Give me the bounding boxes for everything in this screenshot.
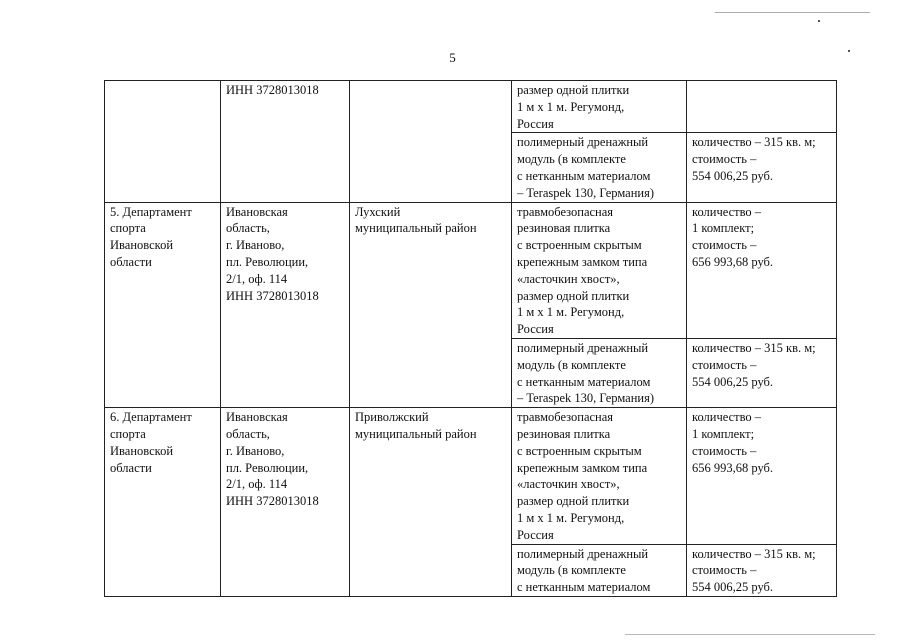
item-quantity-cell: количество – 315 кв. м; стоимость – 554 006,25 руб. <box>687 544 837 596</box>
organization-cell: 5. Департамент спорта Ивановской области <box>105 202 221 408</box>
item-name-cell: полимерный дренажный модуль (в комплекте с нетканным материалом – Teraspek 130, Германия) <box>512 338 687 407</box>
table-row <box>105 202 837 338</box>
item-quantity-cell: количество – 315 кв. м; стоимость – 554 006,25 руб. <box>687 133 837 202</box>
scan-mark-bottom <box>625 634 875 635</box>
item-quantity-cell <box>687 81 837 133</box>
organization-cell: 6. Департамент спорта Ивановской области <box>105 408 221 597</box>
table-row <box>105 81 837 133</box>
organization-cell <box>105 81 221 203</box>
address-cell: Ивановская область, г. Иваново, пл. Революции, 2/1, оф. 114 ИНН 3728013018 <box>221 408 350 597</box>
address-cell: Ивановская область, г. Иваново, пл. Революции, 2/1, оф. 114 ИНН 3728013018 <box>221 202 350 408</box>
scan-mark-top <box>715 12 870 13</box>
distribution-table <box>104 80 837 597</box>
item-name-cell: травмобезопасная резиновая плитка с встроенным скрытым крепежным замком типа «ласточкин хвост», размер одной плитки 1 м х 1 м. Регумонд, Россия <box>512 408 687 544</box>
scan-mark-dot <box>818 20 820 22</box>
district-cell: Лухский муниципальный район <box>350 202 512 408</box>
item-name-cell: размер одной плитки 1 м х 1 м. Регумонд, Россия <box>512 81 687 133</box>
table-row <box>105 408 837 544</box>
item-quantity-cell: количество – 1 комплект; стоимость – 656 993,68 руб. <box>687 202 837 338</box>
item-quantity-cell: количество – 1 комплект; стоимость – 656 993,68 руб. <box>687 408 837 544</box>
address-cell: ИНН 3728013018 <box>221 81 350 203</box>
district-cell <box>350 81 512 203</box>
page-number: 5 <box>449 50 456 65</box>
item-name-cell: полимерный дренажный модуль (в комплекте с нетканным материалом – Teraspek 130, Германия) <box>512 133 687 202</box>
district-cell: Приволжский муниципальный район <box>350 408 512 597</box>
item-name-cell: травмобезопасная резиновая плитка с встроенным скрытым крепежным замком типа «ласточкин хвост», размер одной плитки 1 м х 1 м. Регумонд, Россия <box>512 202 687 338</box>
item-name-cell: полимерный дренажный модуль (в комплекте с нетканным материалом <box>512 544 687 596</box>
item-quantity-cell: количество – 315 кв. м; стоимость – 554 006,25 руб. <box>687 338 837 407</box>
